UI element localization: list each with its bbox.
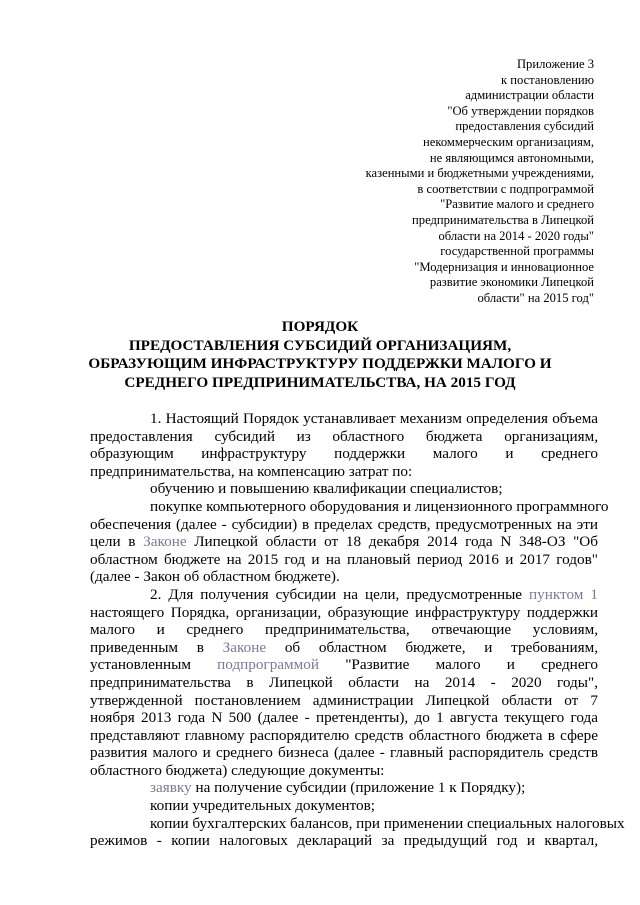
- document-body: [90, 410, 625, 850]
- text-line: областном бюджете на 2015 год и на плановый период 2016 и 2017 годов": [90, 550, 598, 568]
- law-link[interactable]: Законе: [222, 638, 267, 656]
- text-line: [90, 586, 598, 604]
- text-line: [90, 533, 598, 551]
- appendix-line: "Развитие малого и среднего: [440, 197, 594, 212]
- text-fragment: об областном бюджете, и требованиям,: [266, 638, 598, 656]
- text-line: копии бухгалтерских балансов, при применении специальных налоговых: [150, 814, 625, 832]
- text-line: копии учредительных документов;: [150, 797, 375, 815]
- text-fragment: цели в: [90, 533, 144, 551]
- appendix-line: казенными и бюджетными учреждениями,: [365, 166, 594, 181]
- text-fragment: на получение субсидии (приложение 1 к Порядку);: [191, 779, 526, 797]
- law-link[interactable]: Законе: [143, 533, 187, 551]
- document-title: [60, 318, 580, 392]
- paragraph-4: [90, 586, 598, 780]
- text-line: [90, 656, 598, 674]
- title-line: ПОРЯДОК: [281, 318, 359, 335]
- appendix-line: предоставления субсидий: [455, 119, 594, 134]
- appendix-line: развитие экономики Липецкой: [429, 275, 594, 290]
- paragraph-1: [90, 410, 598, 480]
- text-fragment: Липецкой области от 18 декабря 2014 года N 348-ОЗ "Об: [186, 533, 599, 551]
- appendix-line: области на 2014 - 2020 годы": [438, 228, 594, 243]
- appendix-line: Приложение 3: [516, 57, 594, 71]
- text-fragment: установленным: [90, 656, 218, 674]
- text-line: [90, 779, 598, 797]
- text-line: областного бюджета) следующие документы:: [90, 761, 385, 779]
- text-line: развития малого и среднего бизнеса (далее - главный распорядитель средств: [90, 744, 598, 762]
- text-line: 1. Настоящий Порядок устанавливает механизм определения объема: [150, 410, 598, 427]
- text-line: предоставления субсидий из областного бюджета организациям,: [90, 427, 598, 445]
- text-line: образующим инфраструктуру поддержки малого и среднего: [90, 445, 598, 463]
- text-fragment: 2. Для получения субсидии на цели, предусмотренные: [150, 585, 530, 603]
- paragraph-2: [90, 480, 598, 498]
- text-line: [90, 639, 598, 657]
- appendix-line: некоммерческим организациям,: [423, 134, 594, 149]
- text-line: утвержденной постановлением администрации Липецкой области от 7: [90, 691, 598, 709]
- text-line: предпринимательства, на компенсацию затрат по:: [90, 462, 413, 480]
- appendix-header: [300, 57, 594, 307]
- appendix-line: к постановлению: [500, 72, 594, 87]
- text-line: ноября 2013 года N 500 (далее - претенденты), до 1 августа текущего года: [90, 709, 598, 727]
- text-fragment: "Развитие малого и среднего: [319, 656, 598, 674]
- item-link[interactable]: пунктом 1: [529, 585, 598, 603]
- appendix-line: государственной программы: [440, 244, 594, 259]
- subprogram-link[interactable]: подпрограммой: [217, 656, 320, 674]
- appendix-line: "Об утверждении порядков: [447, 103, 594, 118]
- text-line: обеспечения (далее - субсидии) в пределах средств, предусмотренных на эти: [90, 515, 598, 533]
- text-fragment: приведенным в: [90, 638, 223, 656]
- text-line: представляют главному распорядителю средств областного бюджета в сфере: [90, 726, 598, 744]
- appendix-line: предпринимательства в Липецкой: [412, 212, 594, 227]
- text-line: режимов - копии налоговых деклараций за предыдущий год и квартал,: [90, 832, 598, 850]
- appendix-line: области" на 2015 год": [477, 290, 594, 305]
- appendix-line: в соответствии с подпрограммой: [417, 181, 594, 196]
- appendix-line: администрации области: [465, 88, 594, 103]
- paragraph-6: [90, 797, 598, 815]
- paragraph-5: [90, 779, 598, 797]
- text-line: малого и среднего предпринимательства, отвечающие условиям,: [90, 621, 598, 639]
- text-line: настоящего Порядка, организации, образующие инфраструктуру поддержки: [90, 603, 598, 621]
- title-line: ОБРАЗУЮЩИМ ИНФРАСТРУКТУРУ ПОДДЕРЖКИ МАЛОГО И: [88, 355, 552, 372]
- text-line: покупке компьютерного оборудования и лицензионного программного: [150, 497, 609, 515]
- appendix-line: "Модернизация и инновационное: [414, 259, 594, 274]
- title-line: СРЕДНЕГО ПРЕДПРИНИМАТЕЛЬСТВА, НА 2015 ГОД: [124, 373, 516, 391]
- text-line: предпринимательства в Липецкой области на 2014 - 2020 годы",: [90, 673, 598, 691]
- paragraph-3: [90, 497, 609, 586]
- appendix-line: не являющимся автономными,: [429, 150, 594, 165]
- text-line: (далее - Закон об областном бюджете).: [90, 568, 340, 586]
- application-link[interactable]: заявку: [150, 779, 192, 797]
- text-line: обучению и повышению квалификации специалистов;: [150, 480, 503, 498]
- paragraph-7: [90, 814, 625, 850]
- title-line: ПРЕДОСТАВЛЕНИЯ СУБСИДИЙ ОРГАНИЗАЦИЯМ,: [128, 336, 512, 354]
